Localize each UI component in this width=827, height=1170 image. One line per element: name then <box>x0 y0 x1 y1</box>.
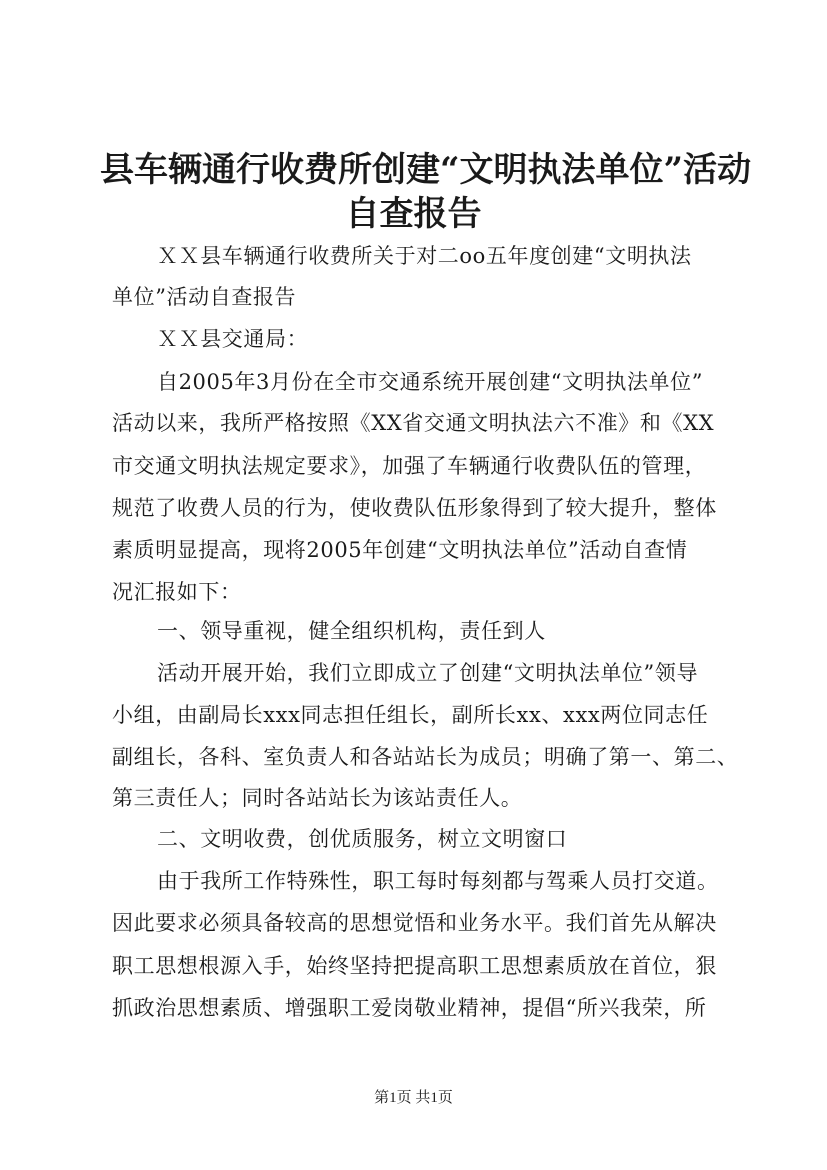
body-line-2: 单位”活动自查报告 <box>112 285 297 309</box>
body-line-13: 副组长，各科、室负责人和各站站长为成员；明确了第一、第二、 <box>112 745 739 769</box>
body-line-8: 素质明显提高，现将2005年创建“文明执法单位”活动自查情 <box>112 538 688 562</box>
document-title-line-1: 县车辆通行收费所创建“文明执法单位”活动 <box>100 150 752 190</box>
body-line-16: 由于我所工作特殊性，职工每时每刻都与驾乘人员打交道。 <box>157 869 719 893</box>
body-line-11: 活动开展开始，我们立即成立了创建“文明执法单位”领导 <box>157 661 699 685</box>
section-heading-2: 二、文明收费，创优质服务，树立文明窗口 <box>157 827 568 851</box>
body-line-4: 自2005年3月份在全市交通系统开展创建“文明执法单位” <box>157 370 704 394</box>
body-line-9: 况汇报如下： <box>112 580 242 604</box>
body-line-18: 职工思想根源入手，始终坚持把提高职工思想素质放在首位，狠 <box>112 954 717 978</box>
page-footer: 第1页 共1页 <box>374 1090 453 1106</box>
document-title-line-2: 自查报告 <box>345 194 482 234</box>
body-line-14: 第三责任人；同时各站站长为该站责任人。 <box>112 786 523 810</box>
body-line-19: 抓政治思想素质、增强职工爱岗敬业精神，提倡“所兴我荣，所 <box>112 996 707 1020</box>
body-line-17: 因此要求必须具备较高的思想觉悟和业务水平。我们首先从解决 <box>112 911 717 935</box>
body-line-5: 活动以来，我所严格按照《XX省交通文明执法六不准》和《XX <box>112 411 715 435</box>
section-heading-1: 一、领导重视，健全组织机构，责任到人 <box>157 619 546 643</box>
body-line-7: 规范了收费人员的行为，使收费队伍形象得到了较大提升，整体 <box>112 496 717 520</box>
salutation-line: ＸＸ县交通局： <box>157 327 309 351</box>
body-line-1: ＸＸ县车辆通行收费所关于对二oo五年度创建“文明执法 <box>157 244 692 268</box>
body-line-12: 小组，由副局长xxx同志担任组长，副所长xx、xxx两位同志任 <box>112 703 709 727</box>
body-line-6: 市交通文明执法规定要求》，加强了车辆通行收费队伍的管理， <box>112 454 707 478</box>
